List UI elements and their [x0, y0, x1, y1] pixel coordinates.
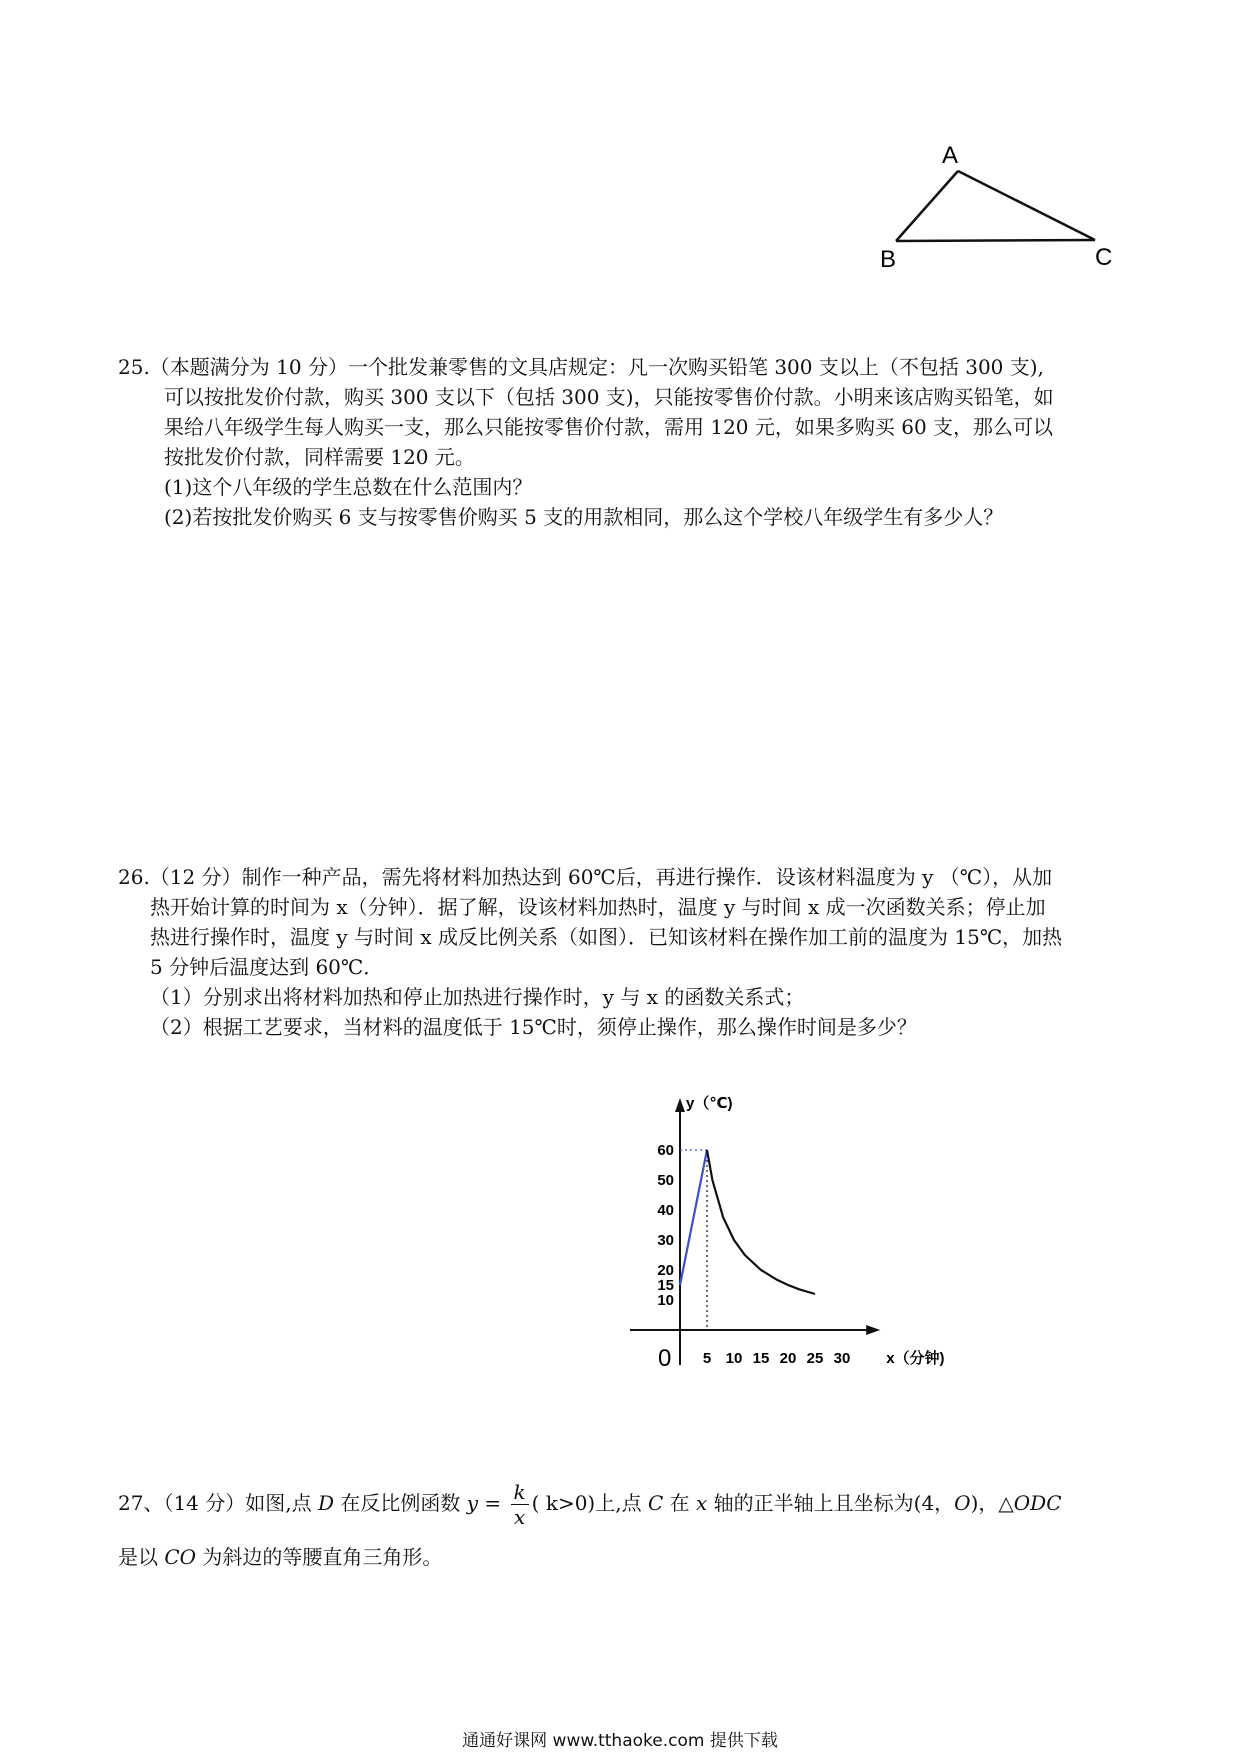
y-tick-label: 30 [657, 1232, 674, 1249]
origin-label: 0 [658, 1345, 672, 1372]
heating-line [680, 1150, 707, 1285]
q27-segment-co: CO [164, 1545, 197, 1569]
y-tick-label: 40 [657, 1202, 674, 1219]
triangle-label-c: C [1095, 244, 1113, 271]
q26-subquestion-1: （1）分别求出将材料加热和停止加热进行操作时，y 与 x 的函数关系式； [150, 985, 805, 1009]
x-axis-label: x（分钟) [886, 1350, 945, 1367]
cooling-curve [707, 1150, 815, 1294]
q27-point-c: C [647, 1491, 664, 1515]
y-tick-label: 20 [657, 1262, 674, 1279]
q26-line-3: 热进行操作时，温度 y 与时间 x 成反比例关系（如图）．已知该材料在操作加工前的温度为 15℃，加热 [150, 925, 1063, 949]
question-26 [118, 862, 1128, 1042]
x-tick-label: 25 [806, 1350, 824, 1367]
y-axis-arrow [675, 1098, 685, 1112]
q27-fraction-numerator: k [511, 1480, 529, 1505]
q27-fraction-denominator: x [513, 1505, 526, 1529]
q26-line-1: 26.（12 分）制作一种产品，需先将材料加热达到 60℃后，再进行操作．设该材料温度为 y （℃），从加 [118, 865, 1053, 889]
x-tick-label: 15 [752, 1350, 770, 1367]
x-axis-arrow [866, 1325, 880, 1335]
q27-line-2-a: 是以 [118, 1545, 165, 1569]
triangle-side-ac [958, 171, 1095, 240]
triangle-side-bc [896, 240, 1095, 241]
q25-subquestion-2: (2)若按批发价购买 6 支与按零售价购买 5 支的用款相同，那么这个学校八年级学生有多少人？ [164, 505, 1004, 529]
q27-mid-5: )，△ [970, 1491, 1014, 1515]
q27-equals: = [478, 1491, 508, 1515]
q27-mid-4: 轴的正半轴上且坐标为(4， [707, 1491, 955, 1515]
q25-line-2: 可以按批发价付款，购买 300 支以下（包括 300 支)，只能按零售价付款。小明来该店购买铅笔，如 [164, 385, 1054, 409]
q27-mid-3: 在 [663, 1491, 696, 1515]
triangle-label-a: A [942, 142, 959, 169]
triangle-label-b: B [880, 246, 897, 273]
q27-prefix: 27、（14 分）如图,点 [118, 1491, 318, 1515]
x-tick-label: 10 [725, 1350, 743, 1367]
q27-line-1 [118, 1480, 1128, 1529]
page-footer: 通通好课网 www.tthaoke.com 提供下载 [462, 1731, 778, 1751]
q25-line-3: 果给八年级学生每人购买一支，那么只能按零售价付款，需用 120 元，如果多购买 60 支，那么可以 [164, 415, 1054, 439]
question-27 [118, 1480, 1128, 1577]
y-tick-label: 50 [657, 1172, 674, 1189]
q27-line-2-b: 为斜边的等腰直角三角形。 [196, 1545, 443, 1569]
x-tick-label: 5 [702, 1350, 712, 1367]
q27-var-x: x [696, 1491, 708, 1515]
q27-triangle-name: ODC [1013, 1491, 1062, 1515]
y-axis-label: y（℃) [686, 1095, 733, 1112]
q26-subquestion-2: （2）根据工艺要求，当材料的温度低于 15℃时，须停止操作，那么操作时间是多少？ [150, 1015, 917, 1039]
q26-line-2: 热开始计算的时间为 x（分钟）．据了解，设该材料加热时，温度 y 与时间 x 成一次函数关系；停止加 [150, 895, 1046, 919]
q27-point-d: D [317, 1491, 335, 1515]
q27-line-2 [118, 1537, 1128, 1577]
x-tick-label: 30 [833, 1350, 851, 1367]
y-tick-label: 10 [657, 1292, 674, 1309]
q27-coord-o: O [954, 1491, 971, 1515]
q25-subquestion-1: (1)这个八年级的学生总数在什么范围内？ [164, 475, 533, 499]
y-tick-label: 60 [657, 1142, 674, 1159]
q27-func-y: y [466, 1491, 479, 1515]
q25-line-4: 按批发价付款，同样需要 120 元。 [164, 445, 475, 469]
triangle-side-ab [896, 171, 958, 241]
q25-line-1: 25.（本题满分为 10 分）一个批发兼零售的文具店规定：凡一次购买铅笔 300 支以上（不包括 300 支), [118, 355, 1044, 379]
x-tick-label: 20 [779, 1350, 797, 1367]
triangle-figure [870, 135, 1130, 275]
temperature-chart [620, 1090, 980, 1410]
q26-line-4: 5 分钟后温度达到 60℃． [150, 955, 384, 979]
q27-mid-2: 上,点 [595, 1491, 648, 1515]
q27-condition: ( k>0) [531, 1491, 596, 1515]
question-25 [118, 352, 1128, 532]
q27-fraction [511, 1480, 529, 1529]
q27-mid-1: 在反比例函数 [334, 1491, 467, 1515]
y-tick-label: 15 [657, 1277, 674, 1294]
